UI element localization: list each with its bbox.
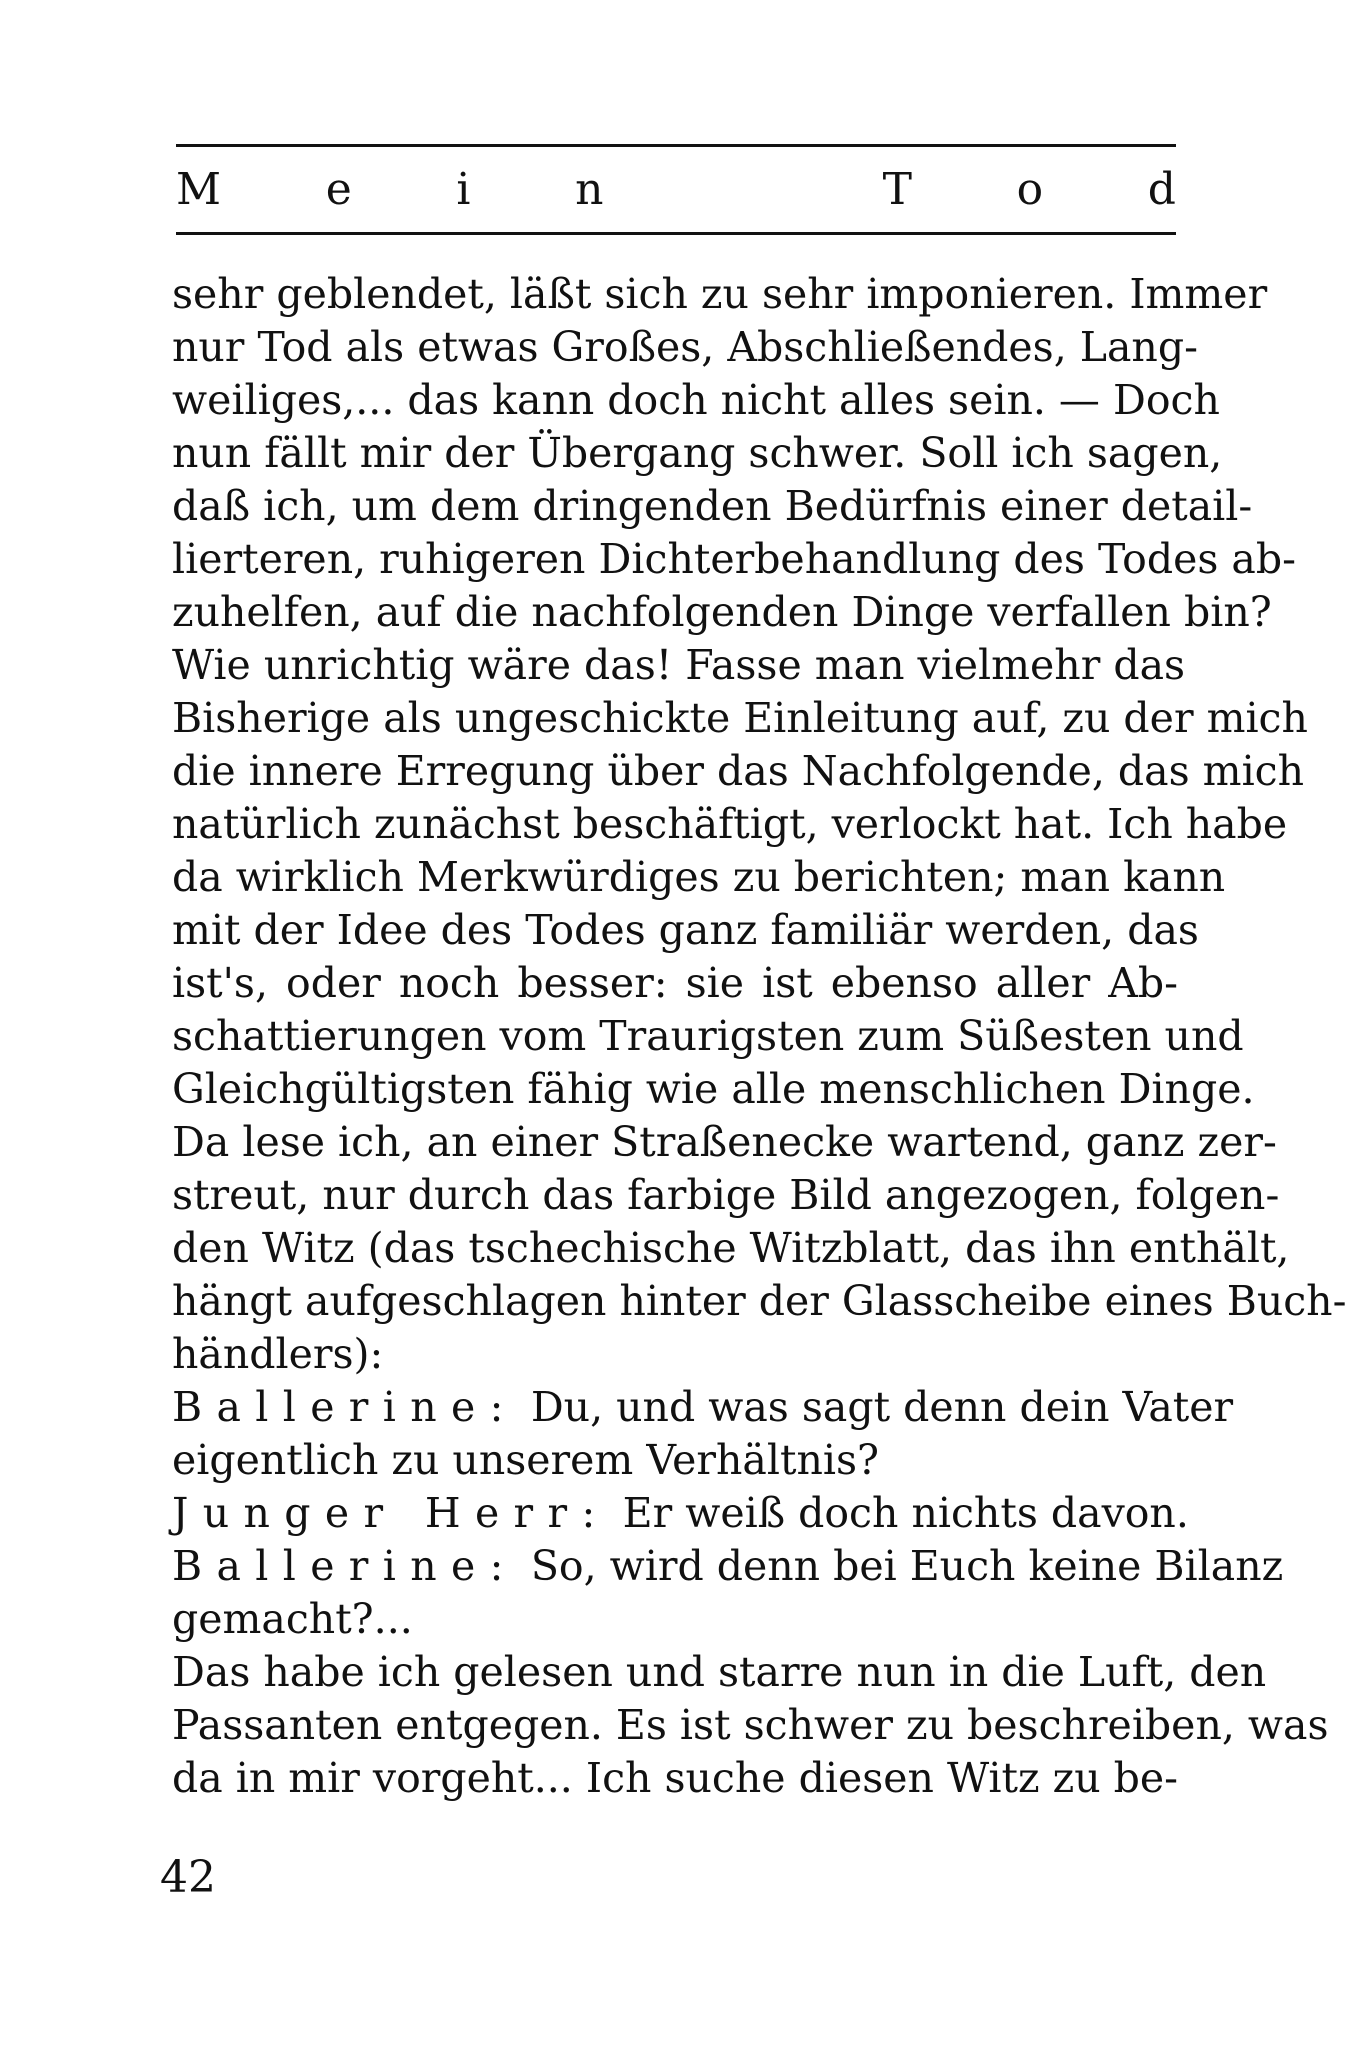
running-head-letter: i [456, 164, 471, 215]
text-line: die innere Erregung über das Nachfolgende, das mich [172, 747, 1305, 795]
running-head [176, 160, 1176, 220]
text-line: da wirklich Merkwürdiges zu berichten; man kann [172, 853, 1226, 901]
text-line: Das habe ich gelesen und starre nun in die Luft, den [172, 1648, 1267, 1696]
header-rule-top [176, 144, 1176, 147]
dialogue-line [172, 1487, 1189, 1540]
text-line: Da lese ich, an einer Straßenecke wartend, ganz zer- [172, 1118, 1277, 1166]
text-line: natürlich zunächst beschäftigt, verlockt hat. Ich habe [172, 800, 1288, 848]
running-head-letter: T [882, 164, 913, 215]
text-line: sehr geblendet, läßt sich zu sehr imponieren. Immer [172, 270, 1268, 318]
text-line: den Witz (das tschechische Witzblatt, das ihn enthält, [172, 1224, 1290, 1272]
dialogue-continuation: eigentlich zu unserem Verhältnis? [172, 1436, 880, 1484]
text-line: nun fällt mir der Übergang schwer. Soll ich sagen, [172, 429, 1223, 477]
text-line: hängt aufgeschlagen hinter der Glasscheibe eines Buch- [172, 1277, 1347, 1325]
text-line: nur Tod als etwas Großes, Abschließendes, Lang- [172, 323, 1198, 371]
speaker-label: Junger Herr: [172, 1489, 610, 1537]
dialogue-text: So, wird denn bei Euch keine Bilanz [530, 1542, 1284, 1590]
text-line: weiliges,... das kann doch nicht alles sein. — Doch [172, 376, 1220, 424]
running-head-letter: o [1016, 164, 1044, 215]
text-line: ist's, oder noch besser: sie ist ebenso aller Ab- [172, 959, 1178, 1007]
body-text [172, 268, 1347, 1805]
text-line: streut, nur durch das farbige Bild angezogen, folgen- [172, 1171, 1280, 1219]
dialogue-continuation: gemacht?... [172, 1595, 413, 1643]
text-line: Gleichgültigsten fähig wie alle menschlichen Dinge. [172, 1065, 1255, 1113]
text-line: lierteren, ruhigeren Dichterbehandlung des Todes ab- [172, 535, 1296, 583]
dialogue-text: Er weiß doch nichts davon. [622, 1489, 1189, 1537]
text-line: schattierungen vom Traurigsten zum Süßesten und [172, 1012, 1244, 1060]
running-head-letter: d [1147, 164, 1176, 215]
page-number: 42 [160, 1852, 216, 1903]
text-line: zuhelfen, auf die nachfolgenden Dinge verfallen bin? [172, 588, 1272, 636]
text-line: händlers): [172, 1330, 384, 1378]
text-line: Wie unrichtig wäre das! Fasse man vielmehr das [172, 641, 1186, 689]
text-line: mit der Idee des Todes ganz familiär werden, das [172, 906, 1199, 954]
speaker-label: Ballerine: [172, 1383, 518, 1431]
text-line: Passanten entgegen. Es ist schwer zu beschreiben, was [172, 1701, 1329, 1749]
dialogue-text: Du, und was sagt denn dein Vater [530, 1383, 1234, 1431]
running-head-letter: e [325, 164, 352, 215]
text-line: Bisherige als ungeschickte Einleitung auf, zu der mich [172, 694, 1308, 742]
header-rule-bottom [176, 232, 1176, 235]
dialogue-line [172, 1540, 1284, 1593]
running-head-letter: n [575, 164, 604, 215]
running-head-letter: M [176, 164, 222, 215]
text-line: daß ich, um dem dringenden Bedürfnis einer detail- [172, 482, 1253, 530]
text-line: da in mir vorgeht... Ich suche diesen Witz zu be- [172, 1754, 1178, 1802]
speaker-label: Ballerine: [172, 1542, 518, 1590]
dialogue-line [172, 1381, 1234, 1434]
